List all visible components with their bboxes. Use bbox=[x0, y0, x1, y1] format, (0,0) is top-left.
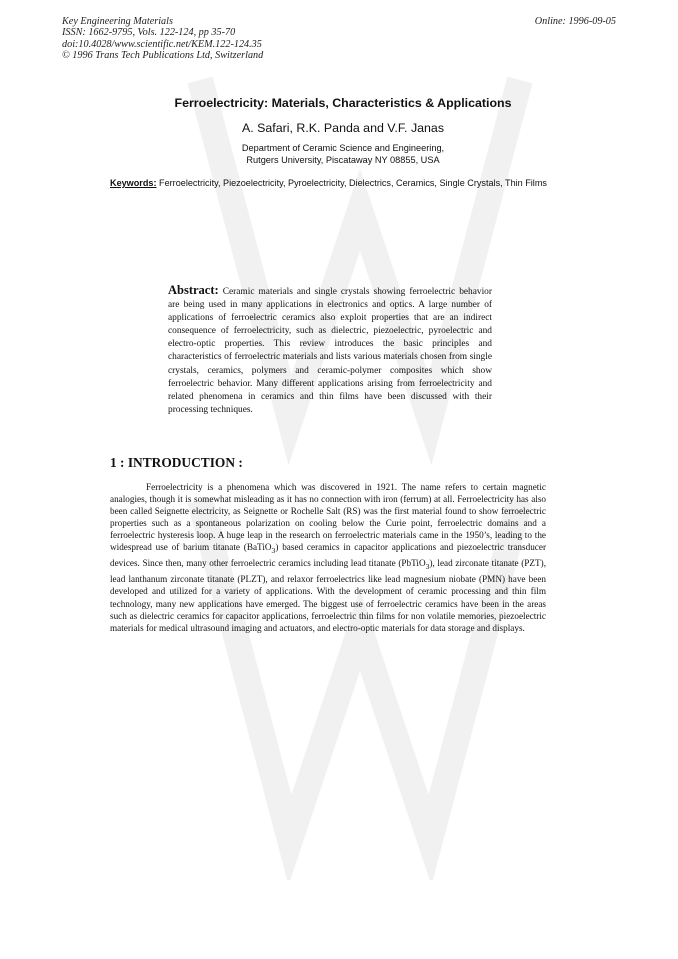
abstract-label: Abstract: bbox=[168, 283, 219, 297]
abstract-text: Ceramic materials and single crystals showing ferroelectric behavior are being used in many applications in electronics and optics. A large number of applications of ferroelectric ceramics also exploit properties that are an indirect consequence of ferroelectricity, such as dielectric, piezoelectric, pyroelectric and electro-optic properties. This review introduces the basic principles and characteristics of ferroelectric materials and lists various materials chosen from single crystals, ceramics, polymers and ceramic-polymer composites which show ferroelectric behavior. Many different applications arising from ferroelectricity and related phenomena in ceramics and thin films have been discussed with their processing techniques. bbox=[168, 287, 492, 415]
intro-text-1: Ferroelectricity is a phenomena which was discovered in 1921. The name refers to certain magnetic analogies, though it is somewhat misleading as it has no connection with iron (ferrum) at all. Ferroelectricity has also been called Seignette electricity, as Seignette or Rochelle Salt (RS) was the first material found to show ferroelectric properties such as a spontaneous polarization on cooling below the Curie point, ferroelectric domains and a ferroelectric hysteresis loop. A huge leap in the research on ferroelectric materials came in the 1950’s, leading to the widespread use of barium titanate (BaTiO bbox=[110, 482, 546, 553]
paper-title: Ferroelectricity: Materials, Characteristics & Applications bbox=[174, 96, 512, 110]
keywords-label: Keywords: bbox=[110, 178, 157, 188]
intro-text-3: ), lead zirconate titanate (PZT), lead lanthanum zirconate titanate (PLZT), and relaxor ferroelectrics like lead magnesium niobate (PMN) have been developed and utilized for a variety of applications. With the development of ceramic processing and thin film technology, many new applications have emerged. The biggest use of ferroelectric ceramics have been in the areas such as dielectric ceramics for capacitor applications, ferroelectric thin films for non volatile memories, piezoelectric materials for medical ultrasound imaging and actuators, and electro-optic materials for data storage and displays. bbox=[110, 558, 547, 633]
journal-metadata bbox=[62, 16, 362, 62]
intro-text-2: ) based ceramics in capacitor applications and piezoelectric transducer devices. Since then, many other ferroelectric ceramics including lead titanate (PbTiO bbox=[110, 542, 547, 569]
keywords-block bbox=[110, 178, 568, 189]
intro-subscript-1: 3 bbox=[271, 546, 276, 556]
online-date: Online: 1996-09-05 bbox=[534, 16, 616, 27]
affiliation-line-2: Rutgers University, Piscataway NY 08855, USA bbox=[246, 155, 440, 165]
abstract-block bbox=[168, 284, 492, 417]
affiliation-line-1: Department of Ceramic Science and Engineering, bbox=[241, 143, 445, 153]
issn-line: ISSN: 1662-9795, Vols. 122-124, pp 35-70 bbox=[62, 27, 236, 39]
doi-link[interactable]: doi:10.4028/www.scientific.net/KEM.122-124.35 bbox=[62, 38, 262, 50]
intro-subscript-2: 3 bbox=[425, 562, 430, 572]
paper-authors: A. Safari, R.K. Panda and V.F. Janas bbox=[241, 121, 445, 135]
introduction-paragraph bbox=[110, 481, 546, 634]
copyright-line: © 1996 Trans Tech Publications Ltd, Switzerland bbox=[62, 50, 264, 62]
affiliation bbox=[110, 142, 576, 166]
section-heading-introduction: 1 : INTRODUCTION : bbox=[110, 455, 243, 470]
keywords-text: Ferroelectricity, Piezoelectricity, Pyroelectricity, Dielectrics, Ceramics, Single Crystals, Thin Films bbox=[159, 178, 547, 188]
journal-name: Key Engineering Materials bbox=[62, 16, 173, 27]
